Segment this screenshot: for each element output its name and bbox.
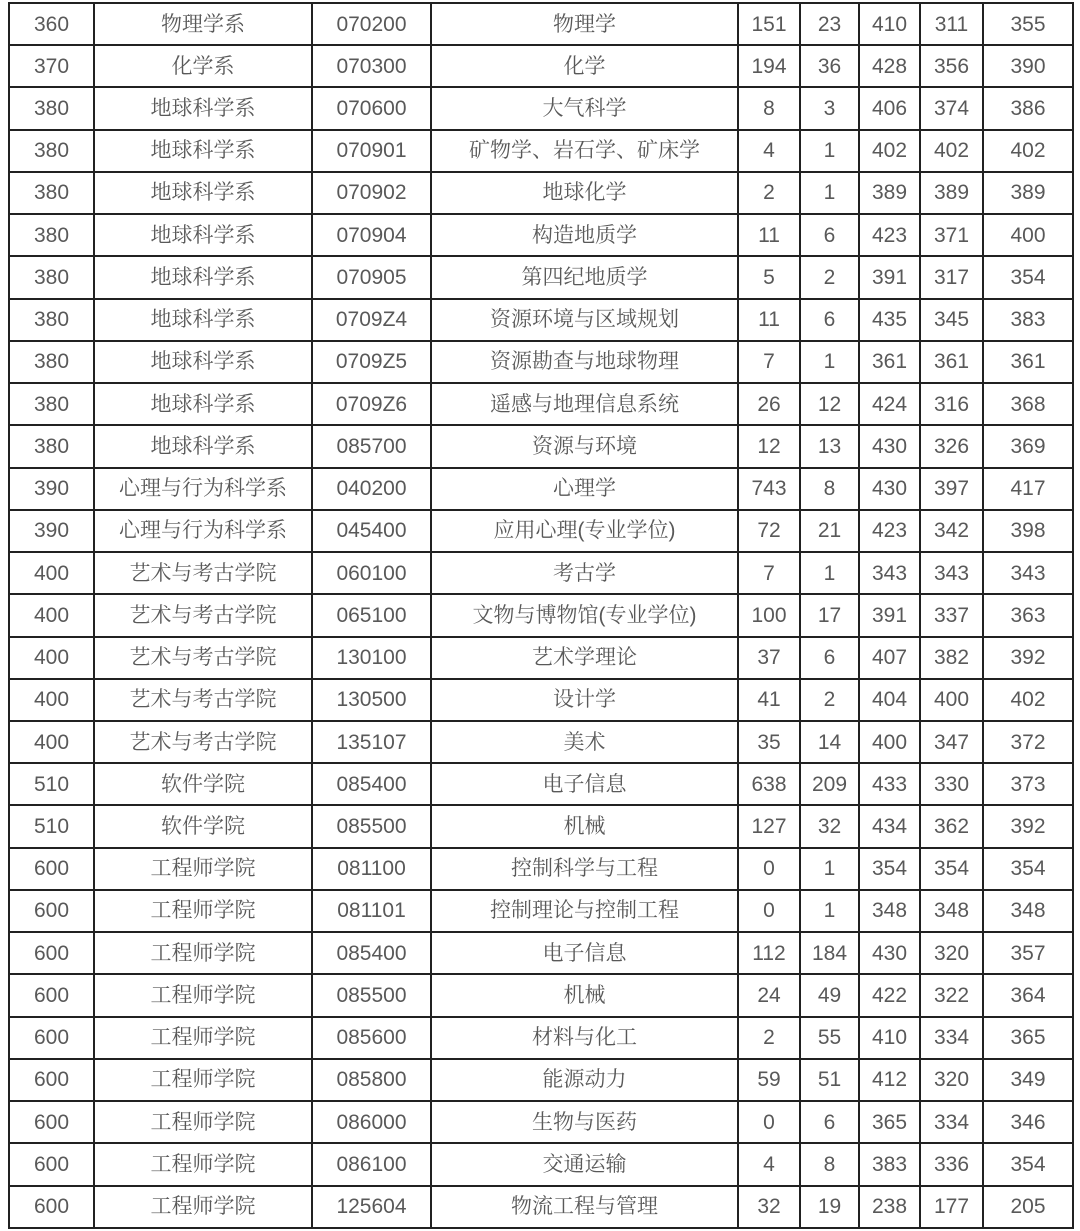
program-code-cell: 085700 (312, 425, 431, 467)
program-code-cell: 086000 (312, 1101, 431, 1143)
table-row (9, 214, 1073, 256)
dept-code-cell: 380 (9, 130, 94, 172)
table-row (9, 87, 1073, 129)
dept-name-cell: 工程师学院 (94, 1186, 312, 1228)
dept-name-cell: 软件学院 (94, 763, 312, 805)
score-cell-1: 430 (859, 468, 920, 510)
score-cell-2: 362 (920, 805, 983, 847)
count-cell-2: 6 (800, 637, 859, 679)
count-cell-2: 8 (800, 468, 859, 510)
count-cell-1: 0 (738, 1101, 800, 1143)
dept-code-cell: 600 (9, 890, 94, 932)
count-cell-2: 13 (800, 425, 859, 467)
score-cell-1: 238 (859, 1186, 920, 1228)
program-code-cell: 070300 (312, 45, 431, 87)
dept-name-cell: 心理与行为科学系 (94, 510, 312, 552)
score-cell-3: 392 (983, 637, 1073, 679)
count-cell-2: 21 (800, 510, 859, 552)
count-cell-1: 5 (738, 256, 800, 298)
dept-code-cell: 400 (9, 637, 94, 679)
score-cell-2: 402 (920, 130, 983, 172)
count-cell-1: 12 (738, 425, 800, 467)
dept-name-cell: 地球科学系 (94, 383, 312, 425)
count-cell-2: 36 (800, 45, 859, 87)
program-code-cell: 060100 (312, 552, 431, 594)
score-cell-1: 410 (859, 1017, 920, 1059)
table-row (9, 1101, 1073, 1143)
count-cell-1: 32 (738, 1186, 800, 1228)
count-cell-2: 23 (800, 3, 859, 45)
dept-name-cell: 软件学院 (94, 805, 312, 847)
dept-code-cell: 600 (9, 1143, 94, 1185)
score-cell-2: 374 (920, 87, 983, 129)
dept-name-cell: 工程师学院 (94, 890, 312, 932)
dept-code-cell: 600 (9, 974, 94, 1016)
dept-name-cell: 地球科学系 (94, 256, 312, 298)
score-cell-1: 412 (859, 1059, 920, 1101)
program-name-cell: 机械 (431, 974, 738, 1016)
count-cell-1: 4 (738, 130, 800, 172)
score-cell-2: 316 (920, 383, 983, 425)
score-cell-1: 402 (859, 130, 920, 172)
score-cell-3: 361 (983, 341, 1073, 383)
program-name-cell: 设计学 (431, 679, 738, 721)
dept-name-cell: 艺术与考古学院 (94, 721, 312, 763)
count-cell-1: 41 (738, 679, 800, 721)
count-cell-1: 151 (738, 3, 800, 45)
dept-name-cell: 艺术与考古学院 (94, 552, 312, 594)
count-cell-2: 3 (800, 87, 859, 129)
score-cell-1: 389 (859, 172, 920, 214)
score-cell-3: 368 (983, 383, 1073, 425)
dept-code-cell: 380 (9, 341, 94, 383)
table-row (9, 805, 1073, 847)
count-cell-1: 0 (738, 890, 800, 932)
count-cell-2: 2 (800, 256, 859, 298)
table-row (9, 383, 1073, 425)
dept-name-cell: 工程师学院 (94, 1143, 312, 1185)
dept-name-cell: 工程师学院 (94, 1059, 312, 1101)
dept-code-cell: 380 (9, 299, 94, 341)
dept-code-cell: 370 (9, 45, 94, 87)
program-name-cell: 艺术学理论 (431, 637, 738, 679)
dept-code-cell: 400 (9, 679, 94, 721)
dept-name-cell: 艺术与考古学院 (94, 594, 312, 636)
score-cell-3: 400 (983, 214, 1073, 256)
score-cell-3: 392 (983, 805, 1073, 847)
table-row (9, 1059, 1073, 1101)
count-cell-2: 1 (800, 848, 859, 890)
program-name-cell: 资源环境与区域规划 (431, 299, 738, 341)
score-cell-1: 422 (859, 974, 920, 1016)
score-cell-3: 349 (983, 1059, 1073, 1101)
count-cell-2: 6 (800, 214, 859, 256)
table-row (9, 890, 1073, 932)
score-cell-1: 365 (859, 1101, 920, 1143)
score-cell-3: 386 (983, 87, 1073, 129)
score-cell-3: 348 (983, 890, 1073, 932)
count-cell-1: 638 (738, 763, 800, 805)
count-cell-2: 209 (800, 763, 859, 805)
score-cell-2: 317 (920, 256, 983, 298)
count-cell-2: 32 (800, 805, 859, 847)
program-code-cell: 0709Z4 (312, 299, 431, 341)
program-name-cell: 电子信息 (431, 932, 738, 974)
table-row (9, 1143, 1073, 1185)
count-cell-1: 7 (738, 341, 800, 383)
table-row (9, 510, 1073, 552)
dept-name-cell: 地球科学系 (94, 172, 312, 214)
count-cell-1: 127 (738, 805, 800, 847)
program-name-cell: 心理学 (431, 468, 738, 510)
program-code-cell: 070905 (312, 256, 431, 298)
score-cell-2: 337 (920, 594, 983, 636)
program-code-cell: 0709Z5 (312, 341, 431, 383)
dept-code-cell: 380 (9, 214, 94, 256)
dept-code-cell: 600 (9, 848, 94, 890)
count-cell-1: 8 (738, 87, 800, 129)
score-cell-1: 430 (859, 932, 920, 974)
count-cell-2: 51 (800, 1059, 859, 1101)
score-cell-1: 361 (859, 341, 920, 383)
score-cell-2: 400 (920, 679, 983, 721)
dept-name-cell: 地球科学系 (94, 425, 312, 467)
score-cell-2: 322 (920, 974, 983, 1016)
dept-name-cell: 艺术与考古学院 (94, 637, 312, 679)
program-code-cell: 085400 (312, 932, 431, 974)
score-cell-1: 424 (859, 383, 920, 425)
score-cell-2: 177 (920, 1186, 983, 1228)
program-code-cell: 0709Z6 (312, 383, 431, 425)
program-name-cell: 矿物学、岩石学、矿床学 (431, 130, 738, 172)
program-code-cell: 085500 (312, 805, 431, 847)
score-cell-1: 433 (859, 763, 920, 805)
table-row (9, 932, 1073, 974)
dept-code-cell: 400 (9, 594, 94, 636)
program-name-cell: 能源动力 (431, 1059, 738, 1101)
program-name-cell: 交通运输 (431, 1143, 738, 1185)
score-cell-2: 330 (920, 763, 983, 805)
dept-code-cell: 360 (9, 3, 94, 45)
count-cell-1: 11 (738, 299, 800, 341)
program-code-cell: 040200 (312, 468, 431, 510)
score-cell-1: 407 (859, 637, 920, 679)
program-code-cell: 070904 (312, 214, 431, 256)
score-cell-1: 404 (859, 679, 920, 721)
count-cell-1: 35 (738, 721, 800, 763)
score-cell-2: 354 (920, 848, 983, 890)
program-code-cell: 086100 (312, 1143, 431, 1185)
score-cell-1: 410 (859, 3, 920, 45)
program-name-cell: 材料与化工 (431, 1017, 738, 1059)
dept-code-cell: 510 (9, 763, 94, 805)
dept-code-cell: 600 (9, 1186, 94, 1228)
count-cell-1: 743 (738, 468, 800, 510)
score-cell-3: 354 (983, 848, 1073, 890)
score-cell-2: 320 (920, 1059, 983, 1101)
program-name-cell: 构造地质学 (431, 214, 738, 256)
dept-code-cell: 380 (9, 383, 94, 425)
dept-code-cell: 380 (9, 425, 94, 467)
program-name-cell: 应用心理(专业学位) (431, 510, 738, 552)
table-row (9, 594, 1073, 636)
score-cell-2: 334 (920, 1017, 983, 1059)
dept-name-cell: 地球科学系 (94, 341, 312, 383)
count-cell-1: 24 (738, 974, 800, 1016)
count-cell-1: 194 (738, 45, 800, 87)
table-row (9, 3, 1073, 45)
count-cell-2: 184 (800, 932, 859, 974)
program-code-cell: 070600 (312, 87, 431, 129)
score-cell-3: 372 (983, 721, 1073, 763)
count-cell-1: 59 (738, 1059, 800, 1101)
program-name-cell: 文物与博物馆(专业学位) (431, 594, 738, 636)
table-row (9, 256, 1073, 298)
count-cell-2: 1 (800, 341, 859, 383)
program-code-cell: 045400 (312, 510, 431, 552)
dept-name-cell: 地球科学系 (94, 130, 312, 172)
score-table-body (9, 3, 1073, 1228)
dept-name-cell: 地球科学系 (94, 87, 312, 129)
count-cell-1: 11 (738, 214, 800, 256)
table-row (9, 974, 1073, 1016)
score-cell-2: 348 (920, 890, 983, 932)
score-cell-2: 320 (920, 932, 983, 974)
count-cell-2: 1 (800, 890, 859, 932)
dept-code-cell: 600 (9, 1101, 94, 1143)
count-cell-2: 14 (800, 721, 859, 763)
program-name-cell: 电子信息 (431, 763, 738, 805)
score-cell-3: 346 (983, 1101, 1073, 1143)
table-row (9, 1186, 1073, 1228)
program-name-cell: 第四纪地质学 (431, 256, 738, 298)
program-code-cell: 070902 (312, 172, 431, 214)
dept-name-cell: 工程师学院 (94, 974, 312, 1016)
table-row (9, 468, 1073, 510)
score-cell-3: 343 (983, 552, 1073, 594)
score-cell-2: 371 (920, 214, 983, 256)
program-name-cell: 地球化学 (431, 172, 738, 214)
program-code-cell: 085500 (312, 974, 431, 1016)
score-cell-3: 205 (983, 1186, 1073, 1228)
score-cell-2: 342 (920, 510, 983, 552)
score-cell-2: 397 (920, 468, 983, 510)
score-cell-1: 434 (859, 805, 920, 847)
table-row (9, 721, 1073, 763)
dept-code-cell: 380 (9, 256, 94, 298)
program-code-cell: 135107 (312, 721, 431, 763)
dept-code-cell: 600 (9, 932, 94, 974)
score-cell-3: 373 (983, 763, 1073, 805)
score-cell-3: 354 (983, 256, 1073, 298)
program-code-cell: 070901 (312, 130, 431, 172)
score-cell-3: 365 (983, 1017, 1073, 1059)
table-row (9, 425, 1073, 467)
score-cell-2: 345 (920, 299, 983, 341)
count-cell-2: 17 (800, 594, 859, 636)
score-cell-2: 356 (920, 45, 983, 87)
table-row (9, 1017, 1073, 1059)
program-code-cell: 085800 (312, 1059, 431, 1101)
score-cell-3: 383 (983, 299, 1073, 341)
score-cell-3: 389 (983, 172, 1073, 214)
dept-name-cell: 工程师学院 (94, 932, 312, 974)
dept-name-cell: 地球科学系 (94, 299, 312, 341)
count-cell-2: 2 (800, 679, 859, 721)
count-cell-2: 1 (800, 172, 859, 214)
score-cell-3: 369 (983, 425, 1073, 467)
program-name-cell: 美术 (431, 721, 738, 763)
score-cell-2: 361 (920, 341, 983, 383)
dept-code-cell: 390 (9, 468, 94, 510)
score-cell-3: 398 (983, 510, 1073, 552)
score-cell-2: 311 (920, 3, 983, 45)
score-cell-1: 354 (859, 848, 920, 890)
score-cell-2: 334 (920, 1101, 983, 1143)
dept-name-cell: 地球科学系 (94, 214, 312, 256)
program-name-cell: 资源勘查与地球物理 (431, 341, 738, 383)
score-cell-1: 348 (859, 890, 920, 932)
dept-name-cell: 工程师学院 (94, 1101, 312, 1143)
dept-name-cell: 物理学系 (94, 3, 312, 45)
score-cell-2: 347 (920, 721, 983, 763)
table-row (9, 679, 1073, 721)
count-cell-2: 19 (800, 1186, 859, 1228)
program-name-cell: 机械 (431, 805, 738, 847)
count-cell-1: 112 (738, 932, 800, 974)
score-cell-1: 406 (859, 87, 920, 129)
program-code-cell: 070200 (312, 3, 431, 45)
count-cell-1: 26 (738, 383, 800, 425)
score-cell-2: 336 (920, 1143, 983, 1185)
program-code-cell: 065100 (312, 594, 431, 636)
dept-code-cell: 600 (9, 1017, 94, 1059)
program-name-cell: 物流工程与管理 (431, 1186, 738, 1228)
score-cell-3: 364 (983, 974, 1073, 1016)
score-cell-3: 357 (983, 932, 1073, 974)
dept-name-cell: 艺术与考古学院 (94, 679, 312, 721)
count-cell-2: 55 (800, 1017, 859, 1059)
table-row (9, 299, 1073, 341)
score-cell-3: 417 (983, 468, 1073, 510)
program-code-cell: 081100 (312, 848, 431, 890)
score-cell-3: 363 (983, 594, 1073, 636)
program-code-cell: 130100 (312, 637, 431, 679)
program-name-cell: 物理学 (431, 3, 738, 45)
score-cell-1: 423 (859, 510, 920, 552)
count-cell-1: 2 (738, 172, 800, 214)
program-name-cell: 控制理论与控制工程 (431, 890, 738, 932)
program-name-cell: 考古学 (431, 552, 738, 594)
count-cell-2: 6 (800, 299, 859, 341)
program-code-cell: 125604 (312, 1186, 431, 1228)
table-row (9, 763, 1073, 805)
score-cell-3: 402 (983, 679, 1073, 721)
table-row (9, 45, 1073, 87)
score-cell-1: 423 (859, 214, 920, 256)
count-cell-1: 37 (738, 637, 800, 679)
table-row (9, 552, 1073, 594)
dept-code-cell: 400 (9, 721, 94, 763)
dept-code-cell: 510 (9, 805, 94, 847)
count-cell-1: 72 (738, 510, 800, 552)
program-name-cell: 资源与环境 (431, 425, 738, 467)
dept-code-cell: 390 (9, 510, 94, 552)
dept-code-cell: 400 (9, 552, 94, 594)
program-name-cell: 控制科学与工程 (431, 848, 738, 890)
score-cell-1: 435 (859, 299, 920, 341)
count-cell-1: 2 (738, 1017, 800, 1059)
count-cell-2: 12 (800, 383, 859, 425)
score-cell-3: 355 (983, 3, 1073, 45)
count-cell-1: 100 (738, 594, 800, 636)
score-cell-3: 354 (983, 1143, 1073, 1185)
count-cell-1: 0 (738, 848, 800, 890)
dept-code-cell: 380 (9, 172, 94, 214)
table-row (9, 172, 1073, 214)
score-cell-3: 402 (983, 130, 1073, 172)
score-cell-3: 390 (983, 45, 1073, 87)
score-cell-2: 389 (920, 172, 983, 214)
dept-code-cell: 380 (9, 87, 94, 129)
dept-name-cell: 工程师学院 (94, 1017, 312, 1059)
table-row (9, 848, 1073, 890)
program-code-cell: 081101 (312, 890, 431, 932)
score-cell-1: 391 (859, 256, 920, 298)
score-cell-1: 391 (859, 594, 920, 636)
count-cell-2: 49 (800, 974, 859, 1016)
program-code-cell: 085600 (312, 1017, 431, 1059)
score-cell-1: 343 (859, 552, 920, 594)
table-row (9, 637, 1073, 679)
dept-code-cell: 600 (9, 1059, 94, 1101)
count-cell-1: 4 (738, 1143, 800, 1185)
program-name-cell: 大气科学 (431, 87, 738, 129)
score-cell-2: 382 (920, 637, 983, 679)
score-cell-1: 383 (859, 1143, 920, 1185)
count-cell-2: 1 (800, 130, 859, 172)
score-cell-2: 326 (920, 425, 983, 467)
count-cell-2: 1 (800, 552, 859, 594)
program-code-cell: 130500 (312, 679, 431, 721)
score-cell-2: 343 (920, 552, 983, 594)
table-row (9, 341, 1073, 383)
count-cell-2: 8 (800, 1143, 859, 1185)
dept-name-cell: 心理与行为科学系 (94, 468, 312, 510)
program-name-cell: 化学 (431, 45, 738, 87)
score-cell-1: 400 (859, 721, 920, 763)
table-row (9, 130, 1073, 172)
score-cell-1: 428 (859, 45, 920, 87)
program-code-cell: 085400 (312, 763, 431, 805)
count-cell-1: 7 (738, 552, 800, 594)
dept-name-cell: 工程师学院 (94, 848, 312, 890)
program-name-cell: 遥感与地理信息系统 (431, 383, 738, 425)
admission-score-table (8, 2, 1074, 1229)
score-cell-1: 430 (859, 425, 920, 467)
count-cell-2: 6 (800, 1101, 859, 1143)
program-name-cell: 生物与医药 (431, 1101, 738, 1143)
dept-name-cell: 化学系 (94, 45, 312, 87)
